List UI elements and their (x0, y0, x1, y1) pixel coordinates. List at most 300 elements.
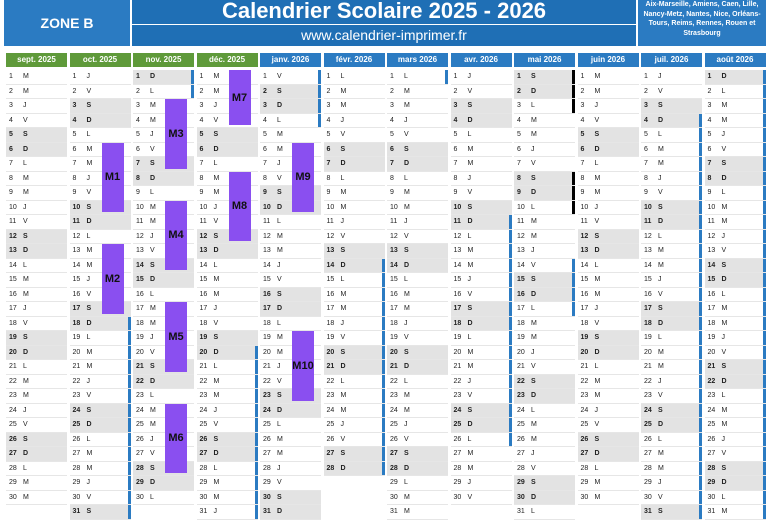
day-number: 25 (263, 421, 271, 428)
day-number: 24 (263, 406, 271, 414)
weekday-letter: D (277, 508, 283, 515)
day-number: 1 (390, 73, 394, 80)
day-cell (324, 288, 385, 303)
holiday-marker (382, 346, 385, 360)
day-cell (260, 215, 321, 230)
weekday-letter: L (594, 464, 599, 472)
day-cell (705, 128, 766, 143)
holiday-marker (763, 302, 766, 316)
holiday-marker (763, 447, 766, 461)
day-cell (387, 418, 448, 433)
holiday-marker (509, 433, 512, 447)
weekday-letter: V (531, 261, 536, 269)
day-number: 30 (580, 493, 589, 501)
weekday-letter: M (721, 508, 728, 515)
weekday-letter: S (150, 464, 155, 472)
weekday-letter: V (404, 131, 409, 138)
holiday-marker (699, 375, 702, 389)
day-cell (387, 85, 448, 100)
day-cell (197, 491, 258, 506)
weekday-letter: M (721, 319, 728, 327)
holiday-marker (699, 433, 702, 447)
day-number: 6 (199, 145, 204, 153)
holiday-marker (699, 302, 702, 316)
day-number: 20 (580, 348, 589, 356)
day-number: 1 (136, 73, 140, 80)
day-number: 17 (72, 305, 81, 312)
day-cell (578, 85, 639, 100)
weekday-letter: M (86, 160, 93, 167)
day-number: 5 (326, 131, 331, 138)
day-number: 28 (9, 464, 17, 472)
day-number: 6 (453, 145, 458, 153)
period-block: M4 (165, 201, 187, 271)
weekday-letter: M (531, 421, 537, 428)
day-number: 4 (199, 116, 204, 124)
day-number: 19 (453, 334, 462, 341)
day-cell (6, 230, 67, 245)
day-number: 19 (644, 334, 652, 341)
day-cell (387, 99, 448, 114)
weekday-letter: D (340, 261, 346, 269)
holiday-marker (763, 70, 766, 84)
holiday-marker (699, 418, 702, 432)
day-number: 5 (9, 131, 13, 138)
holiday-marker (763, 99, 766, 113)
weekday-letter: J (467, 73, 471, 80)
weekday-letter: D (467, 319, 473, 327)
day-number: 5 (263, 131, 267, 138)
weekday-letter: V (340, 131, 346, 138)
day-cell (197, 462, 258, 477)
weekday-letter: L (658, 232, 662, 240)
day-cell (387, 447, 448, 462)
day-cell (705, 143, 766, 158)
weekday-letter: L (467, 232, 472, 240)
day-cell (578, 302, 639, 317)
day-cell (705, 114, 766, 129)
weekday-letter: M (594, 174, 601, 182)
day-cell (6, 491, 67, 506)
day-number: 1 (644, 73, 648, 80)
day-cell (578, 230, 639, 245)
day-number: 19 (263, 334, 271, 341)
day-number: 12 (326, 232, 335, 240)
day-number: 17 (644, 305, 652, 312)
day-cell (197, 418, 258, 433)
holiday-marker (128, 346, 131, 360)
weekday-letter: M (467, 348, 474, 356)
day-number: 13 (580, 247, 589, 254)
day-cell (451, 99, 512, 114)
weekday-letter: M (531, 116, 537, 124)
weekday-letter: V (213, 319, 219, 327)
weekday-letter: V (467, 290, 473, 298)
day-number: 29 (9, 479, 17, 486)
holiday-marker (763, 331, 766, 345)
holiday-marker (128, 491, 131, 505)
holiday-marker (763, 273, 766, 287)
weekday-letter: V (404, 334, 409, 341)
holiday-marker (699, 447, 702, 461)
day-cell (705, 505, 766, 520)
day-cell (260, 259, 321, 274)
holiday-marker (763, 230, 766, 244)
weekday-letter: M (150, 116, 156, 124)
holiday-marker (763, 172, 766, 186)
day-number: 5 (390, 131, 394, 138)
weekday-letter: M (594, 189, 601, 196)
day-number: 26 (390, 435, 398, 443)
day-cell (578, 346, 639, 361)
weekday-letter: M (277, 145, 283, 153)
weekday-letter: M (594, 493, 601, 501)
day-cell (387, 302, 448, 317)
weekday-letter: S (531, 377, 536, 385)
day-number: 14 (390, 261, 398, 269)
day-number: 10 (580, 203, 589, 211)
day-cell (641, 70, 702, 85)
day-cell (705, 404, 766, 419)
day-cell (641, 186, 702, 201)
weekday-letter: L (404, 174, 408, 182)
day-number: 11 (453, 218, 461, 225)
weekday-letter: L (721, 290, 726, 298)
day-number: 14 (326, 261, 335, 269)
holiday-marker (128, 404, 131, 418)
weekday-letter: M (277, 247, 283, 254)
website-url[interactable]: www.calendrier-imprimer.fr (132, 25, 636, 46)
weekday-letter: D (213, 348, 219, 356)
day-cell (387, 288, 448, 303)
holiday-marker (128, 317, 131, 331)
day-cell (6, 172, 67, 187)
weekday-letter: M (277, 131, 283, 138)
holiday-marker (763, 85, 766, 99)
weekday-letter: D (150, 73, 156, 80)
weekday-letter: M (340, 102, 347, 109)
day-number: 30 (199, 493, 208, 501)
bridge-marker (572, 186, 575, 200)
weekday-letter: S (467, 203, 473, 211)
day-cell (578, 360, 639, 375)
weekday-letter: V (594, 319, 600, 327)
day-number: 26 (326, 435, 335, 443)
weekday-letter: V (86, 493, 92, 501)
holiday-marker (509, 346, 512, 360)
weekday-letter: V (658, 493, 663, 501)
day-number: 27 (517, 450, 525, 457)
weekday-letter: M (658, 348, 664, 356)
day-cell (387, 491, 448, 506)
day-cell (6, 331, 67, 346)
day-cell (324, 447, 385, 462)
weekday-letter: S (213, 232, 219, 240)
day-number: 16 (72, 290, 81, 298)
day-number: 4 (517, 116, 521, 124)
weekday-letter: V (277, 73, 282, 80)
day-cell (6, 462, 67, 477)
holiday-marker (382, 447, 385, 461)
day-cell (324, 157, 385, 172)
weekday-letter: S (594, 435, 600, 443)
day-number: 8 (326, 174, 331, 182)
holiday-marker (128, 418, 131, 432)
weekday-letter: J (467, 377, 471, 385)
day-cell (324, 244, 385, 259)
day-number: 18 (199, 319, 208, 327)
day-number: 21 (453, 363, 462, 370)
holiday-marker (509, 317, 512, 331)
holiday-marker (763, 259, 766, 273)
day-cell (70, 447, 131, 462)
day-cell (197, 447, 258, 462)
day-cell (324, 331, 385, 346)
weekday-letter: V (150, 145, 155, 153)
weekday-letter: M (467, 261, 474, 269)
day-number: 16 (644, 290, 652, 298)
holiday-marker (699, 360, 702, 374)
holiday-marker (191, 70, 194, 84)
weekday-letter: V (23, 218, 28, 225)
weekday-letter: M (86, 348, 93, 356)
day-cell (578, 331, 639, 346)
day-number: 4 (453, 116, 458, 124)
day-number: 5 (72, 131, 77, 138)
day-number: 4 (326, 116, 331, 124)
day-number: 16 (326, 290, 335, 298)
day-cell (387, 215, 448, 230)
day-cell (641, 302, 702, 317)
day-cell (387, 273, 448, 288)
holiday-marker (699, 244, 702, 258)
day-cell (641, 259, 702, 274)
day-cell (6, 259, 67, 274)
day-number: 28 (707, 464, 716, 472)
day-cell (70, 462, 131, 477)
day-number: 24 (390, 406, 398, 414)
day-cell (451, 128, 512, 143)
day-number: 14 (72, 261, 81, 269)
weekday-letter: V (658, 290, 663, 298)
weekday-letter: V (467, 493, 473, 501)
day-cell (324, 302, 385, 317)
day-number: 24 (707, 406, 716, 414)
day-number: 14 (707, 261, 716, 269)
holiday-marker (255, 447, 258, 461)
holiday-marker (128, 462, 131, 476)
day-number: 9 (9, 189, 13, 196)
day-cell (387, 128, 448, 143)
weekday-letter: S (150, 261, 155, 269)
day-cell (6, 476, 67, 491)
day-number: 11 (390, 218, 398, 225)
holiday-marker (699, 128, 702, 142)
weekday-letter: S (467, 305, 473, 312)
holiday-marker (255, 404, 258, 418)
day-cell (578, 447, 639, 462)
holiday-marker (382, 273, 385, 287)
day-cell (514, 157, 575, 172)
day-number: 26 (644, 435, 652, 443)
day-number: 10 (453, 203, 462, 211)
day-cell (70, 114, 131, 129)
day-number: 19 (517, 334, 525, 341)
day-cell (451, 157, 512, 172)
day-number: 18 (707, 319, 716, 327)
weekday-letter: S (658, 406, 663, 414)
holiday-marker (699, 201, 702, 215)
weekday-letter: D (340, 160, 346, 167)
weekday-letter: M (23, 392, 29, 399)
day-number: 25 (199, 421, 208, 428)
day-number: 8 (9, 174, 13, 182)
day-number: 7 (580, 160, 585, 167)
holiday-marker (382, 433, 385, 447)
holiday-marker (572, 302, 575, 316)
period-block: M3 (165, 99, 187, 169)
bridge-marker (572, 85, 575, 99)
day-cell (451, 375, 512, 390)
day-cell (6, 215, 67, 230)
holiday-marker (382, 462, 385, 476)
day-number: 15 (199, 276, 208, 283)
day-number: 7 (517, 160, 521, 167)
weekday-letter: V (23, 116, 28, 124)
weekday-letter: J (531, 247, 535, 254)
bridge-marker (572, 201, 575, 215)
period-block: M9 (292, 143, 314, 213)
weekday-letter: J (23, 203, 27, 211)
day-cell (6, 201, 67, 216)
day-number: 6 (9, 145, 13, 153)
day-number: 8 (72, 174, 77, 182)
weekday-letter: D (213, 145, 219, 153)
day-cell (641, 418, 702, 433)
weekday-letter: S (467, 406, 473, 414)
weekday-letter: M (23, 493, 29, 501)
weekday-letter: D (721, 174, 727, 182)
holiday-marker (128, 389, 131, 403)
holiday-marker (255, 433, 258, 447)
weekday-letter: L (658, 435, 662, 443)
day-cell (514, 476, 575, 491)
weekday-letter: V (594, 218, 600, 225)
day-number: 14 (9, 261, 17, 269)
day-number: 31 (390, 508, 398, 515)
day-number: 15 (72, 276, 81, 283)
day-number: 20 (517, 348, 525, 356)
weekday-letter: J (658, 174, 662, 182)
day-cell (324, 99, 385, 114)
day-number: 1 (517, 73, 521, 80)
day-cell (641, 288, 702, 303)
day-number: 9 (517, 189, 521, 196)
holiday-marker (509, 360, 512, 374)
day-cell (260, 128, 321, 143)
day-number: 31 (263, 508, 271, 515)
day-cell (641, 476, 702, 491)
day-cell (514, 302, 575, 317)
day-cell (705, 418, 766, 433)
weekday-letter: D (467, 116, 473, 124)
weekday-letter: M (594, 377, 601, 385)
day-cell (514, 186, 575, 201)
weekday-letter: V (467, 392, 473, 399)
day-number: 11 (72, 218, 80, 225)
day-number: 25 (517, 421, 525, 428)
day-cell (70, 360, 131, 375)
holiday-marker (509, 404, 512, 418)
day-number: 15 (326, 276, 335, 283)
weekday-letter: D (594, 145, 600, 153)
weekday-letter: M (23, 73, 29, 80)
day-cell (260, 433, 321, 448)
day-cell (387, 389, 448, 404)
weekday-letter: V (277, 174, 282, 182)
day-number: 29 (136, 479, 144, 486)
day-cell (197, 346, 258, 361)
day-number: 24 (644, 406, 652, 414)
day-number: 29 (263, 479, 271, 486)
day-number: 2 (72, 87, 77, 95)
weekday-letter: L (340, 377, 345, 385)
day-number: 23 (9, 392, 17, 399)
day-number: 31 (72, 508, 81, 515)
weekday-letter: L (531, 102, 535, 109)
day-cell (324, 230, 385, 245)
holiday-marker (572, 259, 575, 273)
day-number: 15 (9, 276, 17, 283)
weekday-letter: M (340, 392, 347, 399)
day-cell (578, 375, 639, 390)
holiday-marker (318, 85, 321, 99)
holiday-marker (699, 114, 702, 128)
weekday-letter: M (658, 261, 664, 269)
day-cell (387, 331, 448, 346)
day-number: 25 (580, 421, 589, 428)
holiday-marker (318, 114, 321, 128)
holiday-marker (382, 404, 385, 418)
weekday-letter: M (658, 145, 664, 153)
day-cell (578, 143, 639, 158)
weekday-letter: V (531, 363, 536, 370)
weekday-letter: J (658, 377, 662, 385)
weekday-letter: J (721, 334, 725, 341)
weekday-letter: S (340, 450, 346, 457)
day-cell (641, 114, 702, 129)
day-number: 1 (199, 73, 204, 80)
weekday-letter: D (531, 87, 537, 95)
day-number: 12 (707, 232, 716, 240)
weekday-letter: J (404, 116, 408, 124)
weekday-letter: S (23, 232, 28, 240)
day-cell (641, 331, 702, 346)
day-cell (514, 114, 575, 129)
weekday-letter: L (277, 218, 281, 225)
weekday-letter: L (213, 363, 218, 370)
weekday-letter: J (467, 479, 471, 486)
day-number: 15 (453, 276, 462, 283)
day-cell (197, 317, 258, 332)
day-cell (514, 505, 575, 520)
day-number: 28 (326, 464, 335, 472)
day-cell (641, 447, 702, 462)
weekday-letter: S (721, 464, 727, 472)
weekday-letter: J (23, 305, 27, 312)
holiday-marker (255, 476, 258, 490)
weekday-letter: S (658, 305, 663, 312)
